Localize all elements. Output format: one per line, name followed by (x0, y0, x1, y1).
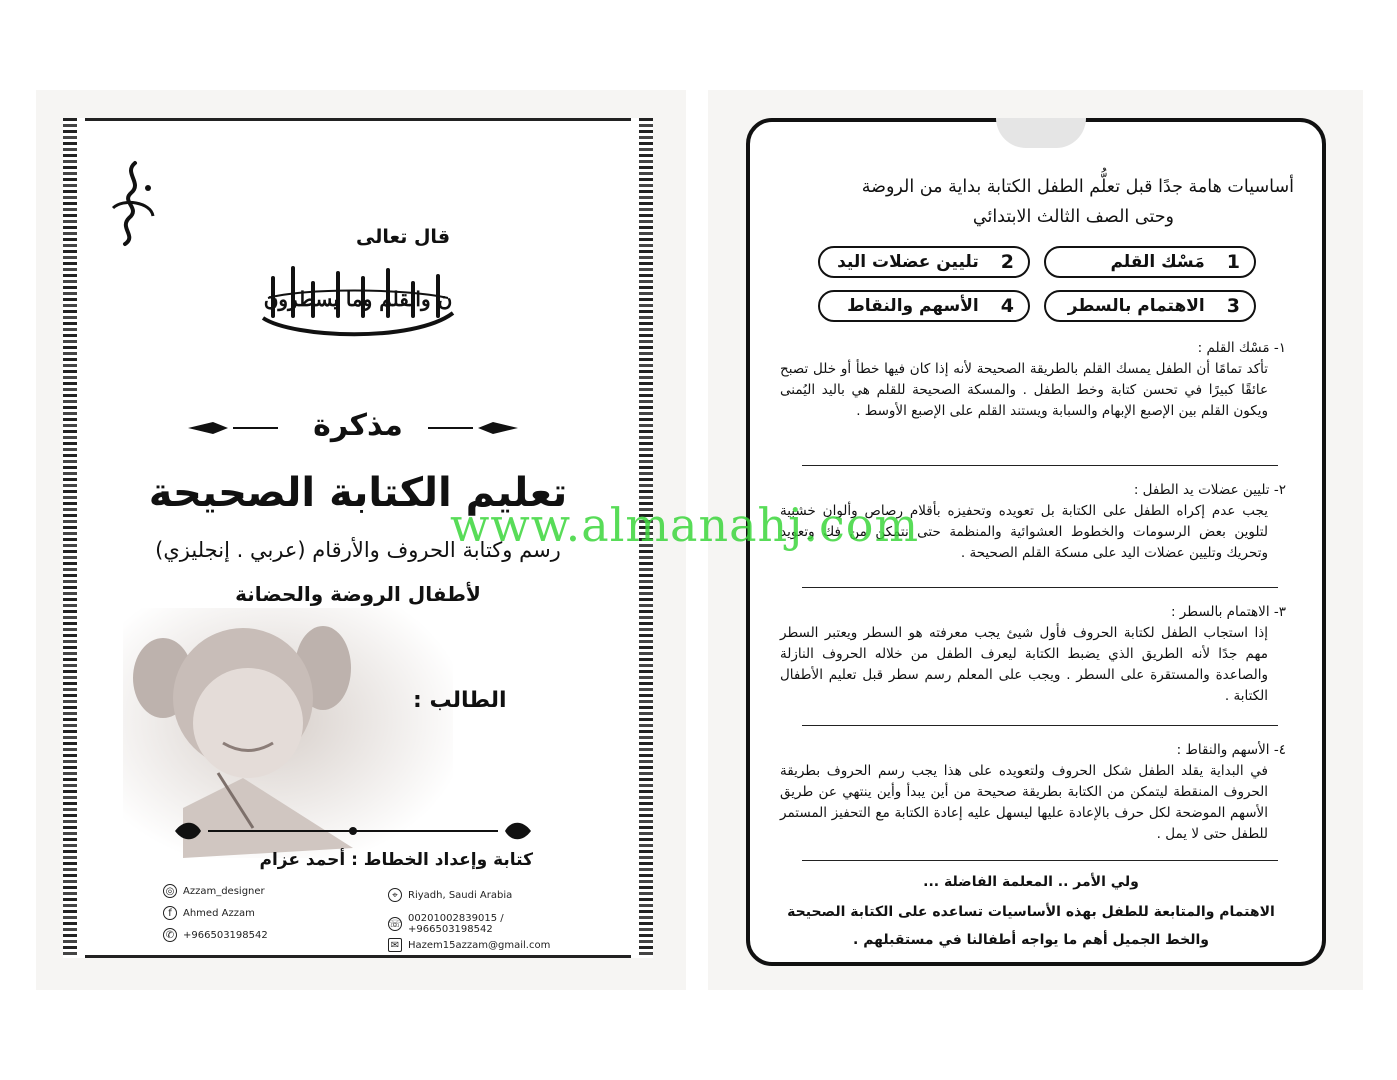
facebook-name: Ahmed Azzam (183, 907, 255, 919)
heading-line-2: وحتى الصف الثالث الابتدائي (972, 207, 1174, 227)
student-label: الطالب : (413, 688, 507, 713)
verse-intro: قال تعالى (355, 226, 451, 248)
bottom-rule (85, 955, 631, 958)
quran-verse-calligraphy (253, 258, 463, 348)
pill-3 (1044, 290, 1256, 322)
section-line (780, 602, 1286, 707)
author-credit: كتابة وإعداد الخطاط : أحمد عزام (259, 850, 533, 870)
card-tab (996, 118, 1086, 148)
location-text: Riyadh, Saudi Arabia (408, 889, 513, 901)
instagram-handle: Azzam_designer (183, 885, 265, 897)
main-title: تعليم الكتابة الصحيحة (148, 470, 568, 516)
section-heading: ٤- الأسهم والنقاط : (1176, 742, 1286, 758)
contact-instagram (163, 884, 265, 898)
closing-line-1: ولي الأمر .. المعلمة الفاضلة ... (923, 874, 1139, 890)
pill-label: الاهتمام بالسطر (1067, 296, 1205, 316)
closing-line-3: والخط الجميل أهم ما يواجه أطفالنا في مستقبلهم . (853, 932, 1209, 948)
divider (802, 587, 1278, 588)
contact-phone (388, 913, 583, 935)
phone-numbers: 00201002839015 / +966503198542 (408, 913, 504, 935)
pill-number: 1 (1226, 251, 1240, 273)
pill-4 (818, 290, 1030, 322)
whatsapp-icon: ✆ (163, 928, 177, 942)
contact-facebook (163, 906, 255, 920)
email-icon: ✉ (388, 938, 402, 952)
pill-label: الأسهم والنقاط (847, 296, 979, 316)
location-pin-icon: ⌖ (388, 888, 402, 902)
facebook-icon: f (163, 906, 177, 920)
phone-icon: ☏ (388, 918, 402, 930)
pill-number: 4 (1000, 295, 1014, 317)
email-address: Hazem15azzam@gmail.com (408, 939, 551, 951)
section-pen-grip (780, 338, 1286, 422)
contact-whatsapp (163, 928, 268, 942)
pill-1 (1044, 246, 1256, 278)
section-body: يجب عدم إكراه الطفل على الكتابة بل تعويده وتحفيزه بأقلام رصاص وألوان خشبية لتلوين بعض الرسومات والخطوط العشوائية والمنظمة حتى نتمكن من فك وتعويد وتحريك وتليين عضلات اليد على مسكة القلم الصحيحة . (780, 503, 1268, 561)
pill-label: مَسْك القلم (1110, 252, 1205, 272)
page-heading (770, 172, 1294, 232)
verse-text: ن والقلم وما يسطرون (263, 287, 453, 311)
divider (802, 725, 1278, 726)
section-body: تأكد تمامًا أن الطفل يمسك القلم بالطريقة الصحيحة لأنه إذا كان فيها خطأ أو خلل تصبح عائقًا كبيرًا في تحسن كتابة وخط الطفل . والمسكة الصحيحة للقلم هي باليد اليُمنى ويكون القلم بين الإصبع الإبهام والسبابة ويستند القلم على الإصبع الأوسط . (780, 361, 1268, 419)
contact-email (388, 938, 550, 952)
top-rule (85, 118, 631, 121)
pill-label: تليين عضلات اليد (837, 252, 979, 272)
section-heading: ٢- تليين عضلات يد الطفل : (1133, 482, 1286, 498)
instagram-icon: ◎ (163, 884, 177, 898)
watermark-text: www.almanahj.com (450, 498, 920, 552)
divider (802, 860, 1278, 861)
pill-number: 2 (1000, 251, 1014, 273)
audience-label: لأطفال الروضة والحضانة (235, 582, 481, 606)
divider (802, 465, 1278, 466)
pill-number: 3 (1226, 295, 1240, 317)
memo-label: مذكرة (313, 408, 403, 443)
contact-location (388, 888, 512, 902)
author-flourish (173, 818, 533, 844)
section-body: إذا استجاب الطفل لكتابة الحروف فأول شيئ يجب معرفته هو السطر ويعتبر السطر مهم جدًا لأنه الطريق الذي يضبط الكتابة ليعرف الطفل من خلاله الحروف النازلة والصاعدة والمستقرة على السطر . ويجب على المعلم رسم سطر قبل تعليم الأطفال الكتابة . (780, 625, 1268, 704)
section-arrows-dots (780, 740, 1286, 845)
section-heading: ٣- الاهتمام بالسطر : (1170, 604, 1286, 620)
section-body: في البداية يقلد الطفل شكل الحروف ولتعويده على هذا يجب رسم الحروف بطريقة الحروف المنقطة ليتمكن من الكتابة بطريقة صحيحة من أين يبدأ وأين ينتهي عن طريق الأسهم الموضحة لكل حرف بالإعادة عليها ليسهل عليه إعادة الكتابة مع التحفيز المستمر للطفل حتى لا يمل . (780, 763, 1268, 842)
closing-line-2: الاهتمام والمتابعة للطفل بهذه الأساسيات تساعده على الكتابة الصحيحة (787, 904, 1275, 920)
pill-2 (818, 246, 1030, 278)
whatsapp-number: +966503198542 (183, 929, 268, 941)
heading-line-1: أساسيات هامة جدًا قبل تعلُّم الطفل الكتابة بداية من الروضة (861, 177, 1294, 197)
section-heading: ١- مَسْك القلم : (1197, 340, 1286, 356)
subtitle: رسم وكتابة الحروف والأرقام (عربي . إنجليزي) (155, 538, 561, 562)
